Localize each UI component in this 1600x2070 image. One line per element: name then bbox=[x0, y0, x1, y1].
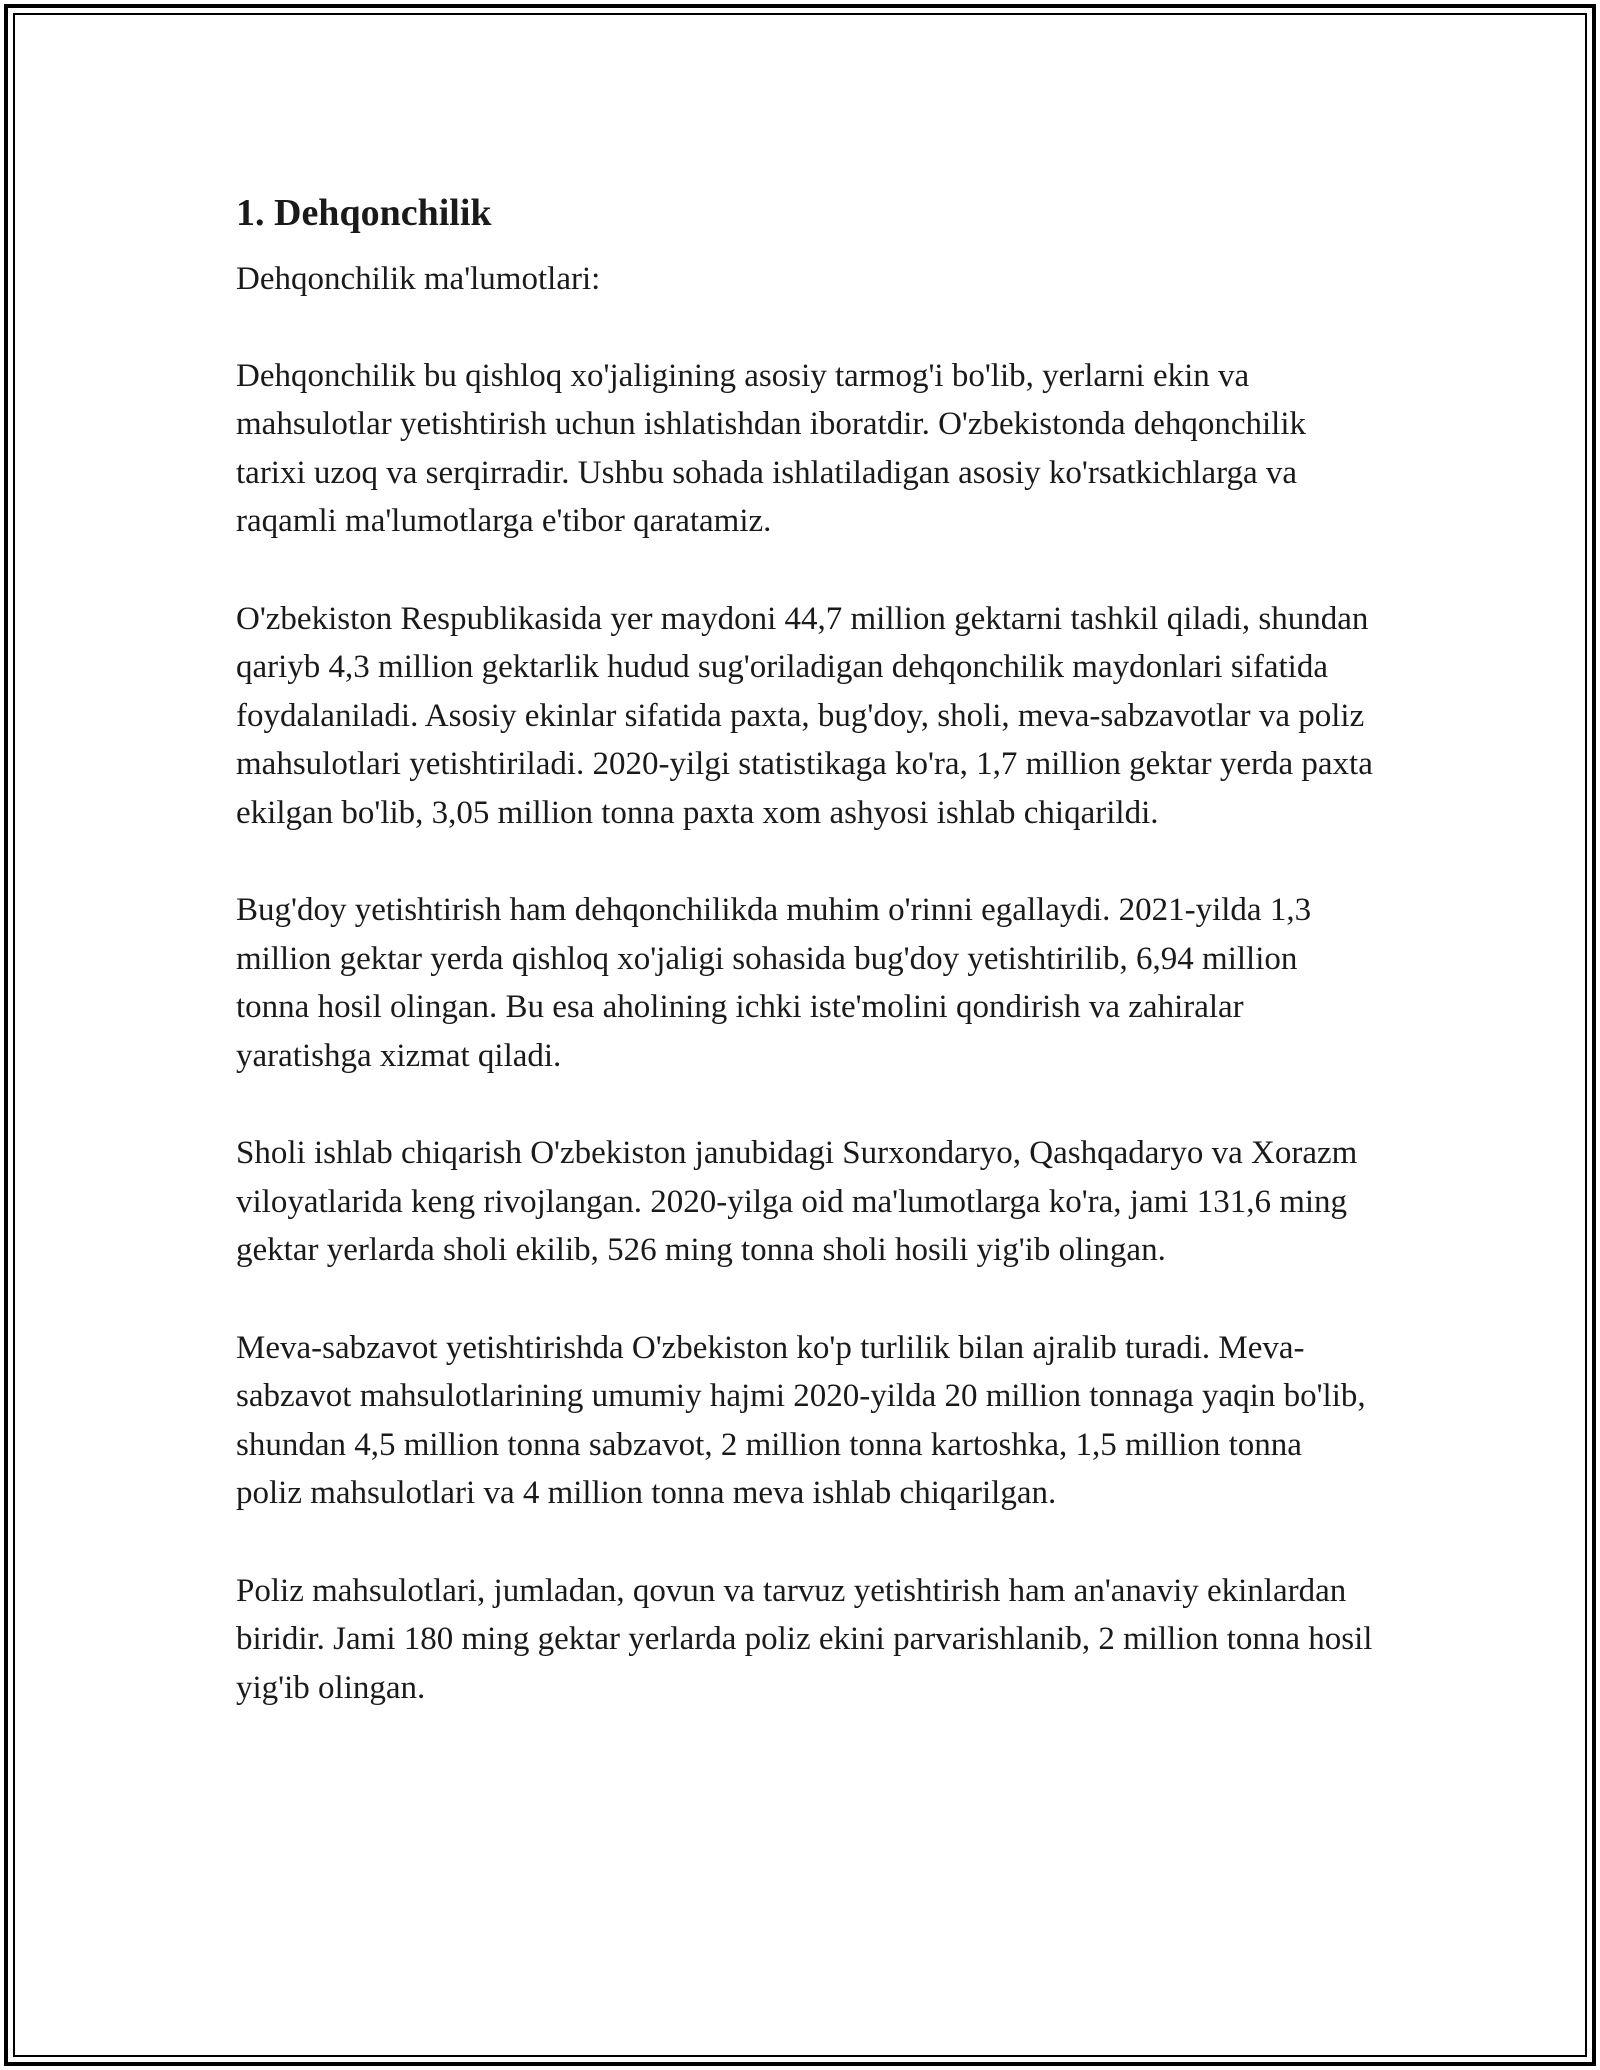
paragraph-wheat: Bug'doy yetishtirish ham dehqonchilikda muhim o'rinni egallaydi. 2021-yilda 1,3 million gektar yerda qishloq xo'jaligi sohasida bug'doy yetishtirilib, 6,94 million tonna hosil olingan. Bu esa aholining ichki iste'molini qondirish va zahiralar yaratishga xizmat qiladi. bbox=[236, 892, 1312, 1074]
document-body bbox=[236, 185, 1376, 1712]
paragraph-land-cotton: O'zbekiston Respublikasida yer maydoni 44,7 million gektarni tashkil qiladi, shundan qariyb 4,3 million gektarlik hudud sug'oriladigan dehqonchilik maydonlari sifatida foydalaniladi. Asosiy ekinlar sifatida paxta, bug'doy, sholi, meva-sabzavotlar va poliz mahsulotlari yetishtiriladi. 2020-yilgi statistikaga ko'ra, 1,7 million gektar yerda paxta ekilgan bo'lib, 3,05 million tonna paxta xom ashyosi ishlab chiqarildi. bbox=[236, 600, 1373, 831]
paragraph-overview: Dehqonchilik bu qishloq xo'jaligining asosiy tarmog'i bo'lib, yerlarni ekin va mahsulotlar yetishtirish uchun ishlatishdan iboratdir. O'zbekistonda dehqonchilik tarixi uzoq va serqirradir. Ushbu sohada ishlatiladigan asosiy ko'rsatkichlarga va raqamli ma'lumotlarga e'tibor qaratamiz. bbox=[236, 357, 1307, 539]
intro-line: Dehqonchilik ma'lumotlari: bbox=[236, 261, 601, 297]
paragraph-rice: Sholi ishlab chiqarish O'zbekiston janubidagi Surxondaryo, Qashqadaryo va Xorazm viloyatlarida keng rivojlangan. 2020-yilga oid ma'lumotlarga ko'ra, jami 131,6 ming gektar yerlarda sholi ekilib, 526 ming tonna sholi hosili yig'ib olingan. bbox=[236, 1135, 1358, 1268]
paragraph-fruits-vegetables: Meva-sabzavot yetishtirishda O'zbekiston ko'p turlilik bilan ajralib turadi. Meva-sabzavot mahsulotlarining umumiy hajmi 2020-yilda 20 million tonnaga yaqin bo'lib, shundan 4,5 million tonna sabzavot, 2 million tonna kartoshka, 1,5 million tonna poliz mahsulotlari va 4 million tonna meva ishlab chiqarilgan. bbox=[236, 1329, 1366, 1511]
section-heading: 1. Dehqonchilik bbox=[236, 192, 492, 234]
paragraph-melons: Poliz mahsulotlari, jumladan, qovun va tarvuz yetishtirish ham an'anaviy ekinlardan biridir. Jami 180 ming gektar yerlarda poliz ekini parvarishlanib, 2 million tonna hosil yig'ib olingan. bbox=[236, 1572, 1373, 1706]
